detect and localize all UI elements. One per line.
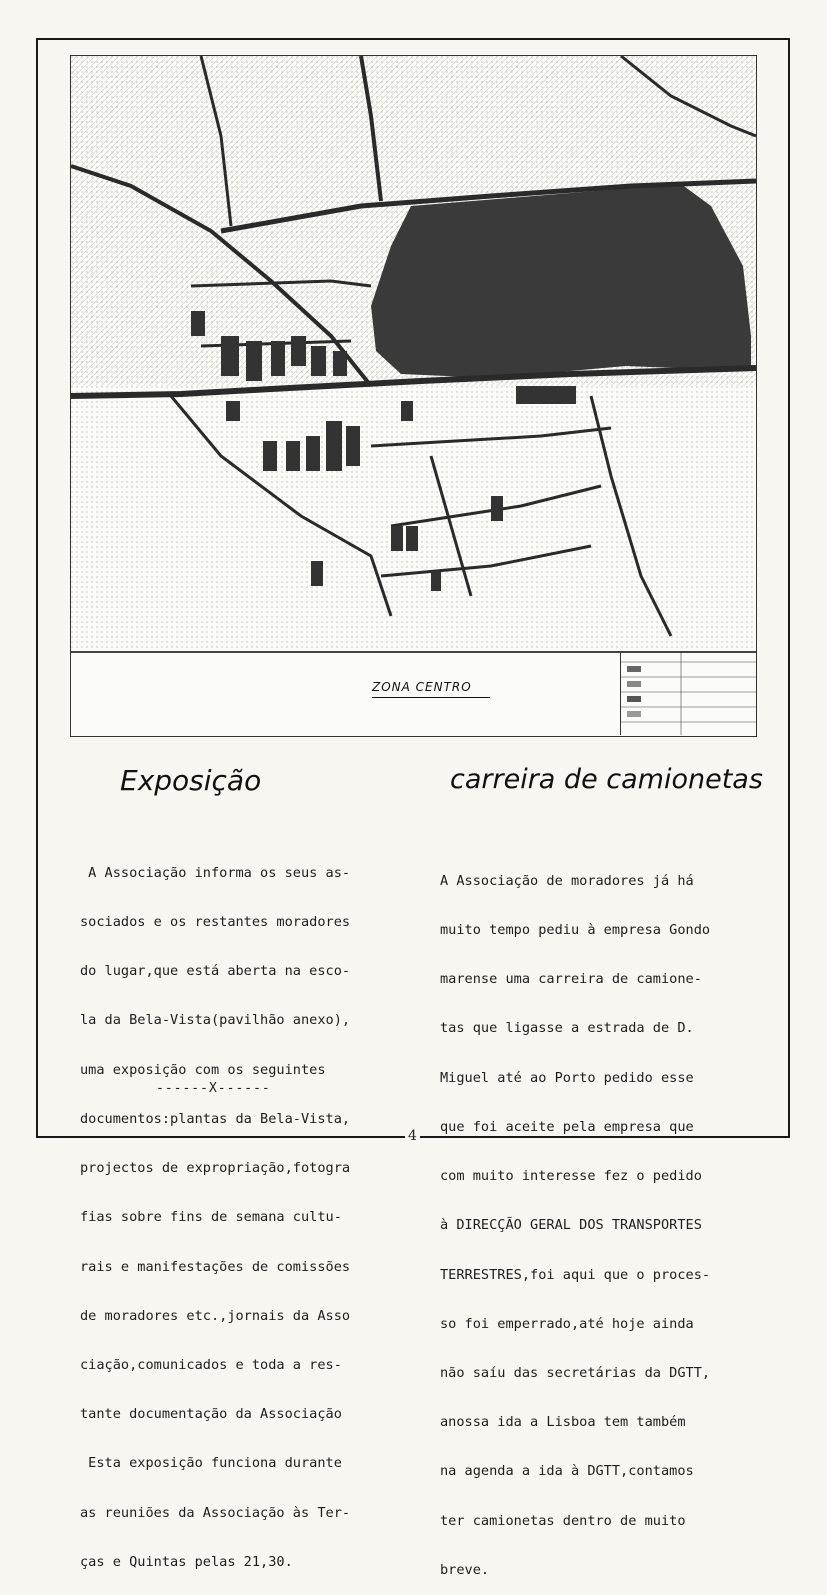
text-line: tante documentação da Associação	[80, 1406, 342, 1423]
text-line: breve.	[440, 1561, 490, 1578]
text-line: projectos de expropriação,fotogra	[80, 1160, 351, 1177]
text-line: sociados e os restantes moradores	[80, 914, 351, 931]
text-line: ciação,comunicados e toda a res-	[80, 1357, 342, 1373]
article-body-carreira	[440, 840, 710, 1595]
text-line: rais e manifestações de comissões	[80, 1258, 351, 1275]
text-line: la da Bela-Vista(pavilhão anexo),	[80, 1012, 351, 1029]
text-line: com muito interesse fez o pedido	[440, 1168, 702, 1185]
map-drawing	[71, 56, 756, 736]
article-body-exposicao	[80, 832, 350, 1587]
text-line: A Associação informa os seus as-	[80, 864, 351, 881]
text-line: do lugar,que está aberta na esco-	[80, 963, 351, 980]
article-title-carreira: carreira de camionetas	[450, 764, 763, 795]
text-line: muito tempo pediu à empresa Gondo	[440, 922, 711, 939]
text-line: que foi aceite pela empresa que	[440, 1118, 694, 1135]
text-line: anossa ida a Lisboa tem também	[440, 1414, 686, 1431]
text-line: marense uma carreira de camione-	[440, 971, 702, 988]
text-line: as reuniões da Associação às Ter-	[80, 1504, 351, 1521]
article-separator: ------X------	[156, 1081, 271, 1096]
text-line: documentos:plantas da Bela-Vista,	[80, 1110, 351, 1127]
map-caption: ZONA CENTRO	[372, 680, 472, 694]
text-line: so foi emperrado,até hoje ainda	[440, 1315, 694, 1332]
text-line: Miguel até ao Porto pedido esse	[440, 1069, 694, 1086]
text-line: ter camionetas dentro de muito	[440, 1512, 686, 1529]
text-line: não saíu das secretárias da DGTT,	[440, 1365, 711, 1381]
page-number: 4	[405, 1128, 420, 1144]
text-line: A Associação de moradores já há	[440, 872, 694, 889]
text-line: à DIRECÇÃO GERAL DOS TRANSPORTES	[440, 1217, 702, 1234]
text-line: TERRESTRES,foi aqui que o proces-	[440, 1266, 711, 1283]
text-line: tas que ligasse a estrada de D.	[440, 1020, 694, 1037]
text-line: Esta exposição funciona durante	[80, 1455, 342, 1472]
legend-drawing	[621, 652, 756, 735]
text-line: na agenda a ida à DGTT,contamos	[440, 1463, 694, 1480]
article-title-exposicao: Exposição	[120, 764, 262, 797]
city-map	[70, 55, 757, 737]
text-line: ças e Quintas pelas 21,30.	[80, 1553, 293, 1570]
map-caption-underline	[372, 697, 490, 698]
text-line: uma exposição com os seguintes	[80, 1061, 326, 1078]
map-legend	[620, 652, 756, 735]
text-line: de moradores etc.,jornais da Asso	[80, 1307, 351, 1324]
text-line: fias sobre fins de semana cultu-	[80, 1209, 342, 1226]
